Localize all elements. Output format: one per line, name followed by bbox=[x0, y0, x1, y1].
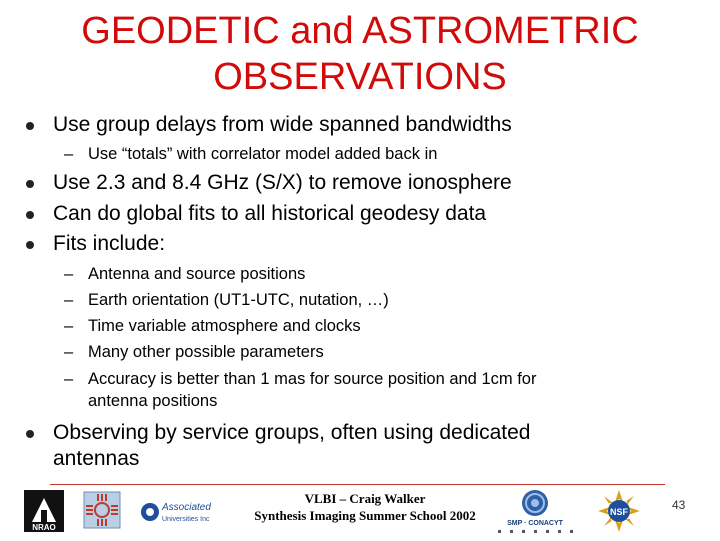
fit-item-continuation: antenna positions bbox=[88, 392, 218, 410]
bullet-text: Fits include: bbox=[53, 232, 166, 255]
aui-logo-line1: Associated bbox=[162, 502, 211, 513]
fit-item-text: Earth orientation (UT1-UTC, nutation, …) bbox=[88, 291, 389, 309]
dash-marker: – bbox=[64, 145, 74, 163]
aui-logo bbox=[140, 492, 216, 530]
smp-conacyt-logo bbox=[486, 488, 584, 536]
footer-credit bbox=[220, 490, 510, 524]
bullet-text: Use 2.3 and 8.4 GHz (S/X) to remove ionosphere bbox=[53, 171, 512, 194]
footer-line-2: Synthesis Imaging Summer School 2002 bbox=[254, 508, 476, 523]
nsf-logo-text: NSF bbox=[610, 507, 628, 517]
zia-sun-logo bbox=[80, 488, 124, 532]
bullet-text: antennas bbox=[53, 447, 140, 470]
fit-item-text: Accuracy is better than 1 mas for source position and 1cm for bbox=[88, 370, 537, 388]
nsf-logo bbox=[598, 490, 640, 532]
bullet-text: Can do global fits to all historical geodesy data bbox=[53, 202, 487, 225]
dash-marker: – bbox=[64, 317, 74, 335]
bullet-dot-icon bbox=[26, 241, 34, 249]
bullet-text: Use group delays from wide spanned bandwidths bbox=[53, 113, 512, 136]
fit-item-text: Time variable atmosphere and clocks bbox=[88, 317, 361, 335]
dash-marker: – bbox=[64, 343, 74, 361]
bullet-dot-icon bbox=[26, 180, 34, 188]
nrao-logo-text: NRAO bbox=[32, 523, 56, 532]
bullet-dot-icon bbox=[26, 430, 34, 438]
footer-divider bbox=[50, 484, 665, 485]
bullet-dot-icon bbox=[26, 211, 34, 219]
dash-marker: – bbox=[64, 370, 74, 388]
title-line-1: GEODETIC and ASTROMETRIC bbox=[81, 10, 639, 52]
bullet-text: Observing by service groups, often using dedicated bbox=[53, 421, 531, 444]
fit-item-text: Antenna and source positions bbox=[88, 265, 306, 283]
smp-conacyt-logo-text: SMP · CONACYT bbox=[507, 520, 563, 527]
slide-title bbox=[0, 8, 720, 100]
fit-item-text: Many other possible parameters bbox=[88, 343, 324, 361]
dash-marker: – bbox=[64, 291, 74, 309]
bullet-dot-icon bbox=[26, 122, 34, 130]
footer-line-1: VLBI – Craig Walker bbox=[304, 491, 426, 506]
sub-bullet-text: Use “totals” with correlator model added back in bbox=[88, 145, 438, 163]
dash-marker: – bbox=[64, 265, 74, 283]
aui-logo-line2: Universities Inc bbox=[162, 516, 210, 523]
title-line-2: OBSERVATIONS bbox=[213, 56, 507, 98]
nrao-logo bbox=[24, 490, 64, 532]
page-number: 43 bbox=[672, 498, 686, 512]
